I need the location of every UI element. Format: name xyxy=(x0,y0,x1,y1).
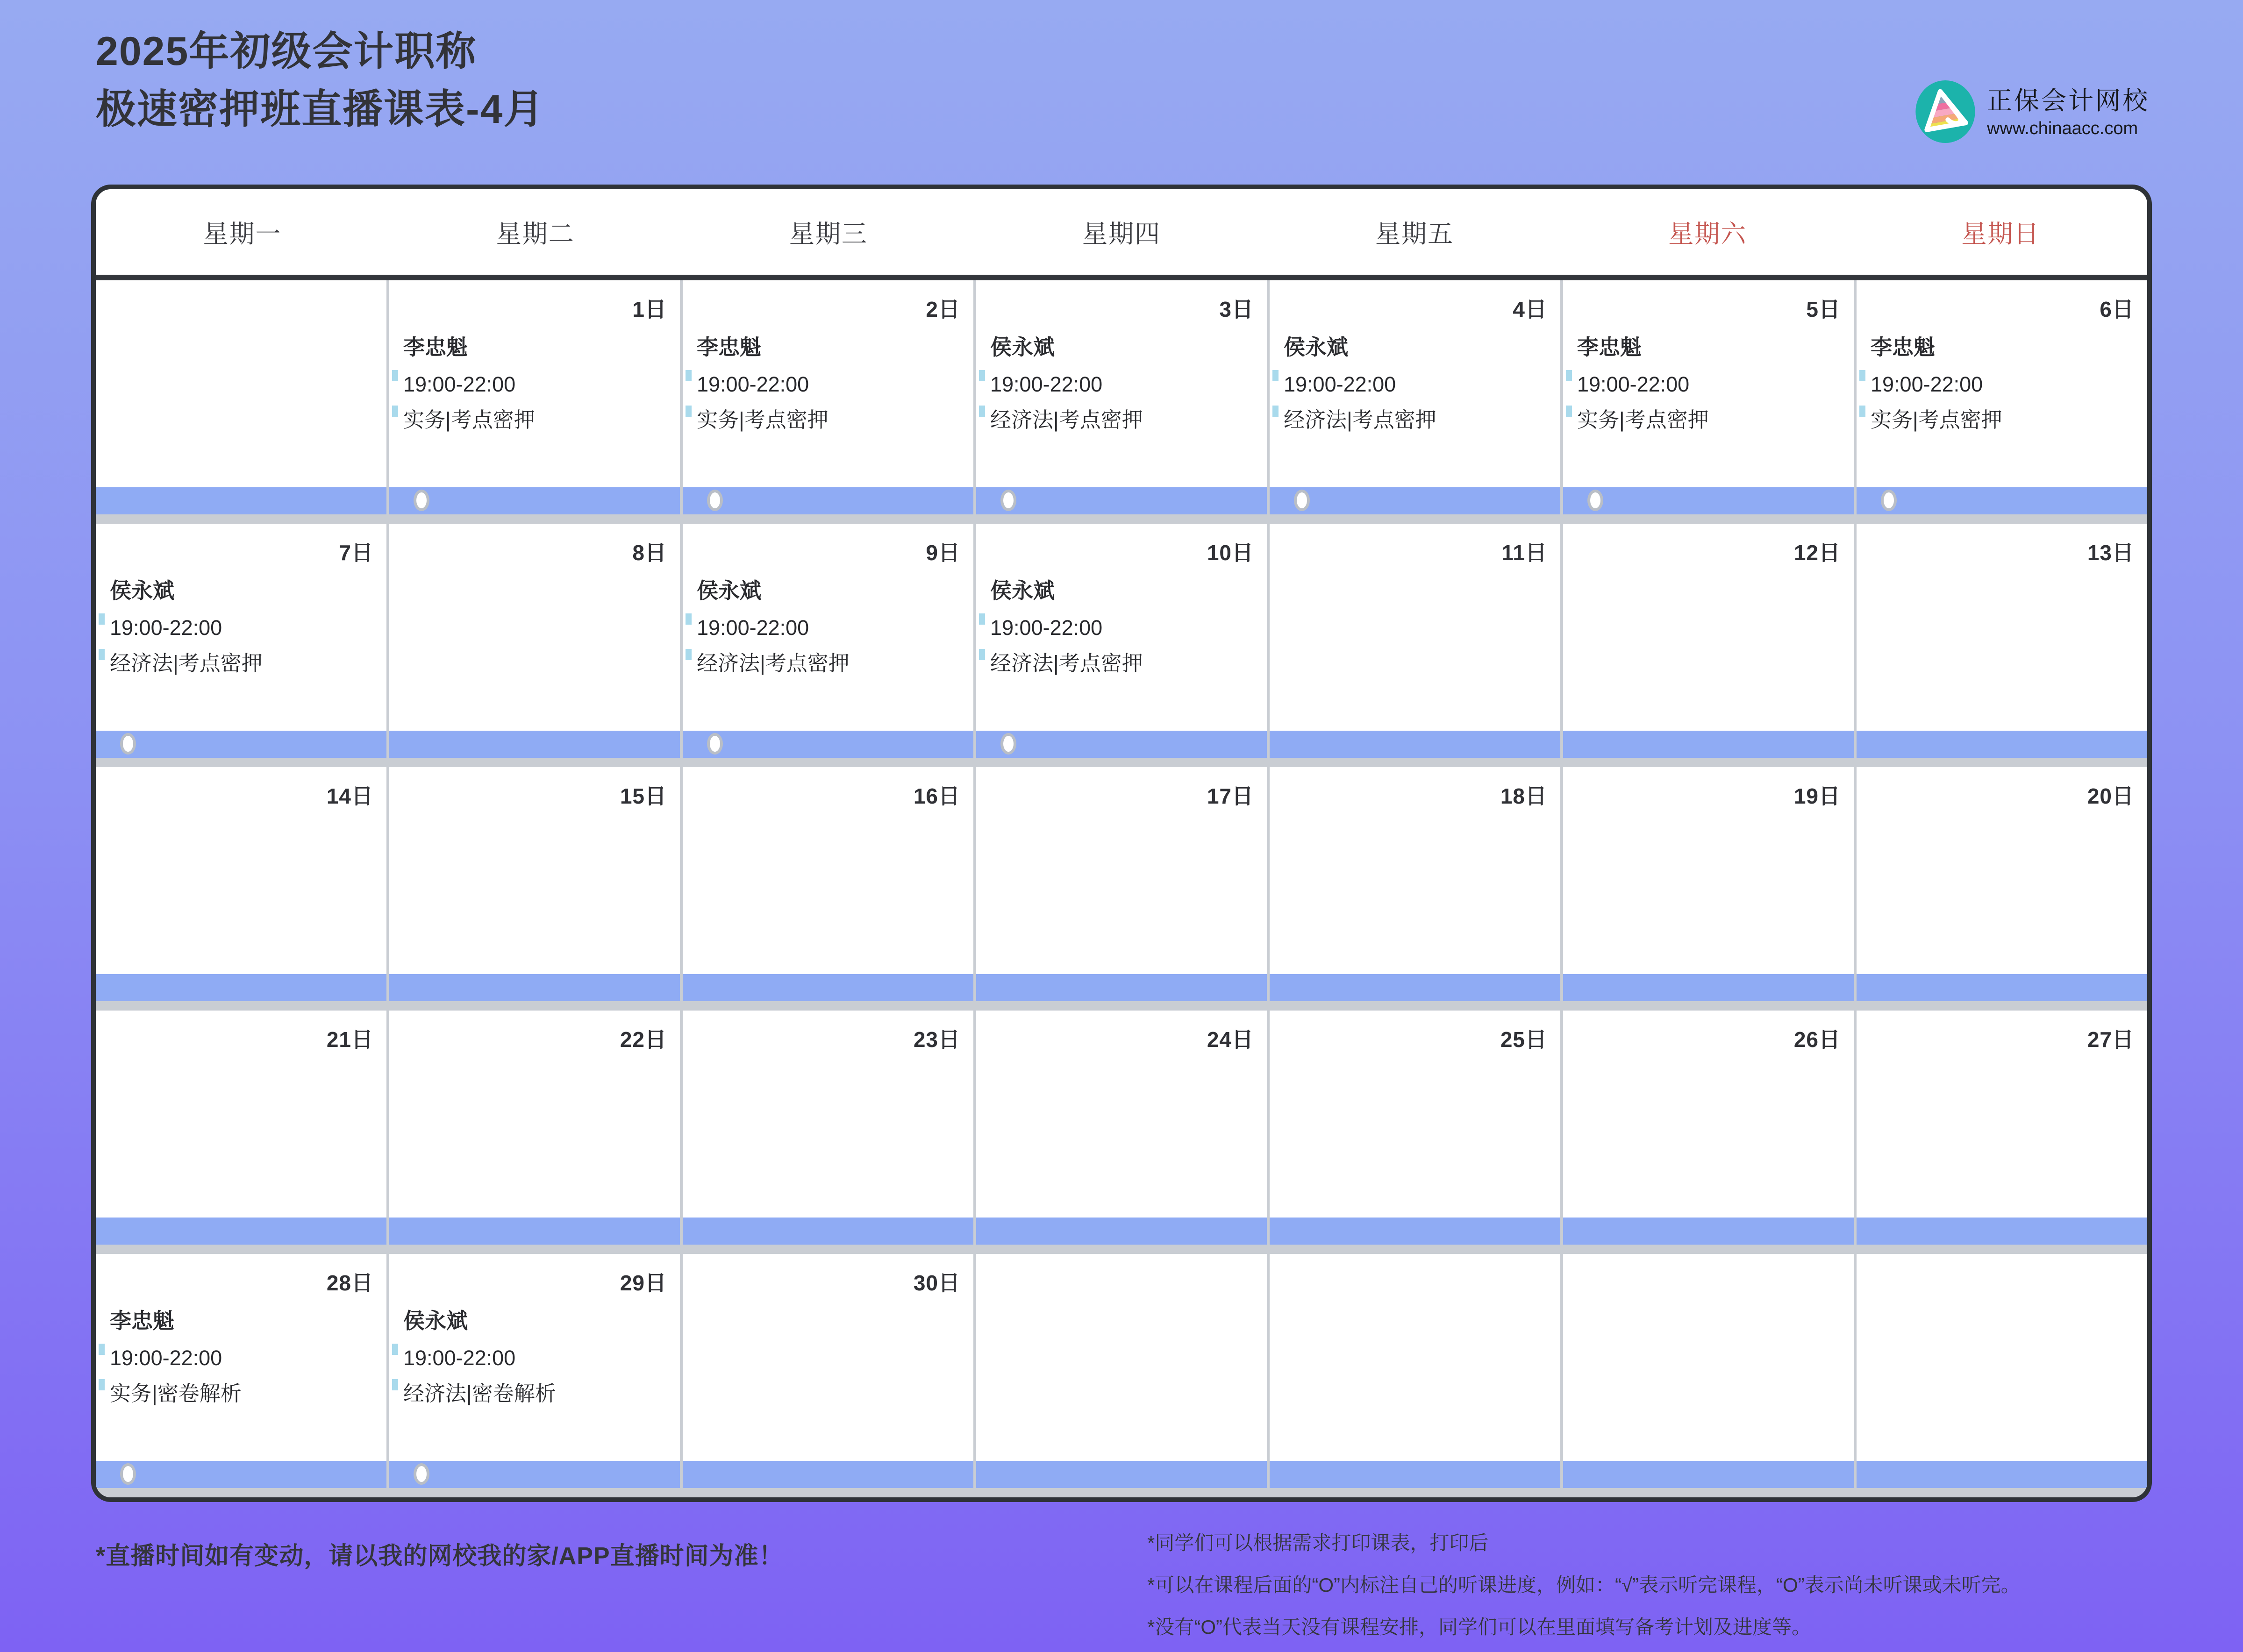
day-number: 1日 xyxy=(632,297,667,321)
course-entry xyxy=(403,1306,672,1415)
day-number: 11日 xyxy=(1501,541,1547,565)
course-subject-text: 实务|考点密押 xyxy=(1577,408,1709,432)
course-subject xyxy=(1871,406,2140,434)
course-subject-text: 实务|考点密押 xyxy=(403,408,535,432)
course-subject-text: 经济法|考点密押 xyxy=(110,651,263,675)
day-number: 5日 xyxy=(1806,297,1841,321)
day-cell-4日 xyxy=(1270,280,1563,514)
footnote-left: *直播时间如有变动，请以我的网校我的家/APP直播时间为准！ xyxy=(96,1543,784,1570)
progress-circle-marker xyxy=(1000,490,1016,511)
course-time xyxy=(403,370,672,399)
progress-bar xyxy=(96,974,386,1001)
progress-bar xyxy=(96,1218,386,1245)
brand-name: 正保会计网校 xyxy=(1987,86,2150,115)
course-subject xyxy=(990,406,1259,434)
course-teacher: 侯永斌 xyxy=(990,578,1055,603)
course-subject-text: 经济法|考点密押 xyxy=(697,651,850,675)
day-cell-21日 xyxy=(96,1011,389,1245)
day-cell-28日 xyxy=(96,1254,389,1488)
footnote-right xyxy=(1147,1522,2166,1648)
course-entry xyxy=(1871,333,2140,441)
tick-icon xyxy=(99,613,105,625)
course-time-text: 19:00-22:00 xyxy=(1577,372,1690,396)
day-number: 22日 xyxy=(620,1027,667,1052)
calendar-card xyxy=(91,185,2152,1502)
day-cell-9日 xyxy=(683,524,976,758)
course-entry xyxy=(990,333,1259,441)
course-time xyxy=(110,1344,379,1373)
tick-icon xyxy=(392,406,398,417)
page-title-line2: 极速密押班直播课表-4月 xyxy=(96,87,545,132)
tick-icon xyxy=(392,1344,398,1355)
day-number: 8日 xyxy=(632,541,667,565)
course-time-text: 19:00-22:00 xyxy=(403,1346,516,1370)
course-entry xyxy=(1577,333,1846,441)
progress-bar xyxy=(389,487,680,514)
progress-circle-marker xyxy=(1000,733,1016,755)
brand-text xyxy=(1987,85,2150,141)
tick-icon xyxy=(1859,406,1865,417)
progress-bar xyxy=(976,974,1267,1001)
course-teacher: 李忠魁 xyxy=(1871,335,1935,359)
course-subject xyxy=(110,649,379,678)
day-number: 12日 xyxy=(1793,541,1841,565)
weekday-label-4: 星期四 xyxy=(1082,220,1161,248)
weekday-label-1: 星期一 xyxy=(203,220,282,248)
tick-icon xyxy=(99,649,105,660)
course-time xyxy=(110,613,379,642)
calendar-week-row-5 xyxy=(96,1254,2147,1497)
course-subject xyxy=(697,406,966,434)
progress-bar xyxy=(683,731,973,758)
day-cell-14日 xyxy=(96,767,389,1001)
day-cell-empty xyxy=(1857,1254,2147,1488)
course-time-text: 19:00-22:00 xyxy=(990,372,1103,396)
day-number: 29日 xyxy=(620,1271,667,1295)
day-cell-empty xyxy=(976,1254,1270,1488)
tick-icon xyxy=(1272,406,1279,417)
course-teacher: 李忠魁 xyxy=(403,335,468,359)
progress-bar xyxy=(1270,487,1560,514)
course-time xyxy=(697,370,966,399)
progress-bar xyxy=(389,974,680,1001)
course-entry xyxy=(1284,333,1553,441)
progress-circle-marker xyxy=(120,733,136,755)
day-number: 3日 xyxy=(1219,297,1254,321)
tick-icon xyxy=(686,406,692,417)
day-number: 18日 xyxy=(1500,784,1547,808)
progress-bar xyxy=(389,1218,680,1245)
day-cell-1日 xyxy=(389,280,683,514)
course-teacher: 侯永斌 xyxy=(403,1309,468,1333)
day-cell-10日 xyxy=(976,524,1270,758)
weekday-header-row xyxy=(96,189,2147,280)
progress-bar xyxy=(1563,1218,1854,1245)
brand-url: www.chinaacc.com xyxy=(1987,118,2138,138)
tick-icon xyxy=(1566,370,1572,381)
course-teacher: 李忠魁 xyxy=(110,1309,174,1333)
day-cell-empty xyxy=(1270,1254,1563,1488)
day-number: 2日 xyxy=(926,297,960,321)
day-cell-7日 xyxy=(96,524,389,758)
progress-bar xyxy=(1857,1461,2147,1488)
tick-icon xyxy=(99,1379,105,1390)
progress-circle-marker xyxy=(1294,490,1310,511)
course-time xyxy=(1577,370,1846,399)
course-time xyxy=(1871,370,2140,399)
course-entry xyxy=(697,576,966,684)
progress-bar xyxy=(976,1461,1267,1488)
course-time-text: 19:00-22:00 xyxy=(1284,372,1396,396)
course-subject-text: 实务|密卷解析 xyxy=(110,1381,242,1405)
course-entry xyxy=(110,1306,379,1415)
progress-bar xyxy=(976,487,1267,514)
day-cell-8日 xyxy=(389,524,683,758)
course-teacher: 侯永斌 xyxy=(110,578,174,603)
course-entry xyxy=(990,576,1259,684)
day-cell-12日 xyxy=(1563,524,1857,758)
footnote-right-line2: *可以在课程后面的“O”内标注自己的听课进度，例如：“√”表示听完课程，“O”表示尚未听课或未听完。 xyxy=(1147,1574,2021,1596)
course-entry xyxy=(403,333,672,441)
day-cell-15日 xyxy=(389,767,683,1001)
day-number: 14日 xyxy=(326,784,373,808)
day-number: 16日 xyxy=(913,784,960,808)
course-time xyxy=(990,370,1259,399)
progress-bar xyxy=(96,1461,386,1488)
tick-icon xyxy=(686,370,692,381)
day-cell-6日 xyxy=(1857,280,2147,514)
day-number: 28日 xyxy=(326,1271,373,1295)
day-cell-19日 xyxy=(1563,767,1857,1001)
course-entry xyxy=(697,333,966,441)
weekday-label-2: 星期二 xyxy=(496,220,575,248)
progress-bar xyxy=(389,1461,680,1488)
tick-icon xyxy=(686,613,692,625)
course-subject-text: 经济法|考点密押 xyxy=(990,651,1143,675)
weekday-label-3: 星期三 xyxy=(789,220,868,248)
day-cell-empty xyxy=(1563,1254,1857,1488)
progress-bar xyxy=(96,731,386,758)
weekday-label-5: 星期五 xyxy=(1375,220,1454,248)
day-number: 7日 xyxy=(339,541,373,565)
day-cell-11日 xyxy=(1270,524,1563,758)
progress-bar xyxy=(1563,1461,1854,1488)
course-teacher: 侯永斌 xyxy=(697,578,761,603)
progress-bar xyxy=(1270,1461,1560,1488)
progress-bar xyxy=(683,487,973,514)
day-cell-27日 xyxy=(1857,1011,2147,1245)
progress-circle-marker xyxy=(707,733,723,755)
progress-circle-marker xyxy=(120,1463,136,1485)
progress-circle-marker xyxy=(414,1463,429,1485)
day-cell-5日 xyxy=(1563,280,1857,514)
footnote-right-line3: *没有“O”代表当天没有课程安排，同学们可以在里面填写备考计划及进度等。 xyxy=(1147,1616,1811,1638)
day-number: 15日 xyxy=(620,784,667,808)
course-time xyxy=(697,613,966,642)
course-time-text: 19:00-22:00 xyxy=(403,372,516,396)
course-time xyxy=(990,613,1259,642)
course-teacher: 侯永斌 xyxy=(990,335,1055,359)
course-time-text: 19:00-22:00 xyxy=(1871,372,1983,396)
course-subject xyxy=(1284,406,1553,434)
weekday-label-7: 星期日 xyxy=(1961,220,2040,248)
day-number: 27日 xyxy=(2087,1027,2134,1052)
course-time-text: 19:00-22:00 xyxy=(697,372,809,396)
tick-icon xyxy=(392,370,398,381)
progress-bar xyxy=(1857,974,2147,1001)
progress-bar xyxy=(1857,487,2147,514)
day-cell-25日 xyxy=(1270,1011,1563,1245)
tick-icon xyxy=(686,649,692,660)
day-cell-30日 xyxy=(683,1254,976,1488)
day-cell-29日 xyxy=(389,1254,683,1488)
day-number: 24日 xyxy=(1207,1027,1254,1052)
calendar-grid xyxy=(96,280,2147,1497)
progress-bar xyxy=(683,1218,973,1245)
tick-icon xyxy=(1272,370,1279,381)
day-cell-3日 xyxy=(976,280,1270,514)
day-cell-13日 xyxy=(1857,524,2147,758)
course-time-text: 19:00-22:00 xyxy=(110,616,222,640)
day-cell-23日 xyxy=(683,1011,976,1245)
day-cell-24日 xyxy=(976,1011,1270,1245)
day-cell-2日 xyxy=(683,280,976,514)
progress-bar xyxy=(1563,487,1854,514)
progress-bar xyxy=(389,731,680,758)
tick-icon xyxy=(1859,370,1865,381)
footnote-right-line1: *同学们可以根据需求打印课表，打印后 xyxy=(1147,1532,1489,1554)
course-subject xyxy=(110,1379,379,1408)
day-number: 30日 xyxy=(913,1271,960,1295)
brand-block xyxy=(1914,80,2150,145)
day-cell-empty xyxy=(96,280,389,514)
progress-bar xyxy=(683,1461,973,1488)
day-number: 9日 xyxy=(926,541,960,565)
calendar-week-row-2 xyxy=(96,524,2147,767)
day-cell-18日 xyxy=(1270,767,1563,1001)
day-number: 26日 xyxy=(1793,1027,1841,1052)
tick-icon xyxy=(979,613,985,625)
day-number: 6日 xyxy=(2100,297,2134,321)
brand-logo-icon xyxy=(1914,80,1977,145)
progress-circle-marker xyxy=(1881,490,1897,511)
weekday-label-6: 星期六 xyxy=(1668,220,1747,248)
day-number: 19日 xyxy=(1793,784,1841,808)
progress-bar xyxy=(1270,1218,1560,1245)
progress-circle-marker xyxy=(707,490,723,511)
course-teacher: 李忠魁 xyxy=(697,335,761,359)
day-number: 25日 xyxy=(1500,1027,1547,1052)
day-cell-20日 xyxy=(1857,767,2147,1001)
progress-bar xyxy=(1857,1218,2147,1245)
course-time-text: 19:00-22:00 xyxy=(697,616,809,640)
progress-bar xyxy=(976,731,1267,758)
day-cell-26日 xyxy=(1563,1011,1857,1245)
course-teacher: 侯永斌 xyxy=(1284,335,1348,359)
calendar-week-row-4 xyxy=(96,1011,2147,1254)
tick-icon xyxy=(392,1379,398,1390)
course-entry xyxy=(110,576,379,684)
page-title-line1: 2025年初级会计职称 xyxy=(96,29,477,74)
course-subject-text: 经济法|考点密押 xyxy=(1284,408,1436,432)
day-cell-22日 xyxy=(389,1011,683,1245)
course-subject-text: 实务|考点密押 xyxy=(697,408,829,432)
tick-icon xyxy=(99,1344,105,1355)
day-cell-16日 xyxy=(683,767,976,1001)
progress-bar xyxy=(1563,731,1854,758)
day-number: 10日 xyxy=(1207,541,1254,565)
day-number: 23日 xyxy=(913,1027,960,1052)
course-subject-text: 实务|考点密押 xyxy=(1871,408,2002,432)
day-number: 20日 xyxy=(2087,784,2134,808)
course-subject xyxy=(403,1379,672,1408)
progress-bar xyxy=(1857,731,2147,758)
day-number: 4日 xyxy=(1513,297,1547,321)
progress-bar xyxy=(1563,974,1854,1001)
day-number: 21日 xyxy=(326,1027,373,1052)
day-number: 13日 xyxy=(2087,541,2134,565)
progress-circle-marker xyxy=(1587,490,1603,511)
course-subject xyxy=(697,649,966,678)
progress-bar xyxy=(1270,731,1560,758)
course-subject xyxy=(990,649,1259,678)
course-time xyxy=(403,1344,672,1373)
tick-icon xyxy=(979,370,985,381)
course-time-text: 19:00-22:00 xyxy=(110,1346,222,1370)
calendar-week-row-3 xyxy=(96,767,2147,1011)
progress-bar xyxy=(683,974,973,1001)
calendar-week-row-1 xyxy=(96,280,2147,524)
progress-circle-marker xyxy=(414,490,429,511)
progress-bar xyxy=(1270,974,1560,1001)
tick-icon xyxy=(979,406,985,417)
page-title xyxy=(96,22,544,138)
course-time xyxy=(1284,370,1553,399)
course-subject xyxy=(403,406,672,434)
day-number: 17日 xyxy=(1207,784,1254,808)
course-time-text: 19:00-22:00 xyxy=(990,616,1103,640)
course-subject-text: 经济法|密卷解析 xyxy=(403,1381,556,1405)
progress-bar xyxy=(96,487,386,514)
course-subject xyxy=(1577,406,1846,434)
day-cell-17日 xyxy=(976,767,1270,1001)
progress-bar xyxy=(976,1218,1267,1245)
tick-icon xyxy=(979,649,985,660)
course-teacher: 李忠魁 xyxy=(1577,335,1642,359)
tick-icon xyxy=(1566,406,1572,417)
course-subject-text: 经济法|考点密押 xyxy=(990,408,1143,432)
